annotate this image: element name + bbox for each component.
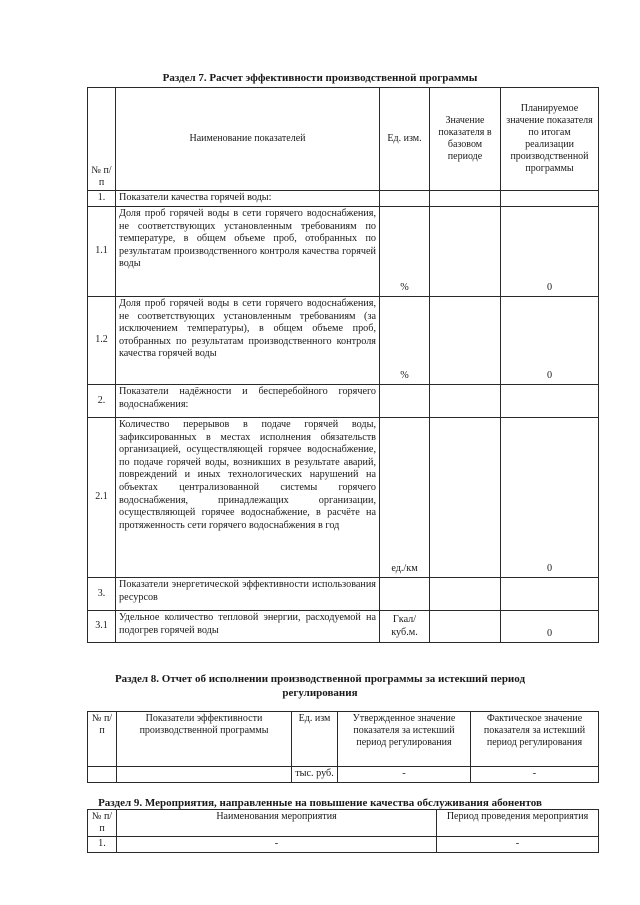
row-name: Показатели энергетической эффективности использования ресурсов xyxy=(116,578,380,611)
table-row xyxy=(88,385,599,418)
row-name: Показатели надёжности и бесперебойного горячего водоснабжения: xyxy=(116,385,380,418)
row-unit xyxy=(380,191,430,207)
row-plan xyxy=(501,385,599,418)
header-approved: Утвержденное значение показателя за истекший период регулирования xyxy=(338,712,471,767)
header-unit: Ед. изм. xyxy=(380,88,430,191)
header-num: № п/п xyxy=(88,810,117,837)
table-row xyxy=(88,207,599,297)
row-unit: % xyxy=(380,297,430,385)
table-row xyxy=(88,418,599,578)
section8-title xyxy=(100,672,540,700)
header-unit: Ед. изм xyxy=(292,712,338,767)
header-plan: Планируемое значение показателя по итогам реализации производственной программы xyxy=(501,88,599,191)
row-name: - xyxy=(117,837,437,853)
row-unit xyxy=(380,578,430,611)
section7-table xyxy=(87,87,599,643)
section9-header-row xyxy=(88,810,599,837)
row-name: Доля проб горячей воды в сети горячего водоснабжения, не соответствующих установленным требованиям по температуре, в общем объеме проб, отобранных по результатам производственного контроля качества горячей воды xyxy=(116,207,380,297)
row-num: 2. xyxy=(88,385,116,418)
row-num: 3.1 xyxy=(88,611,116,643)
section9-table xyxy=(87,809,599,853)
row-plan: 0 xyxy=(501,207,599,297)
row-unit: ед./км xyxy=(380,418,430,578)
header-base: Значение показателя в базовом периоде xyxy=(430,88,501,191)
table-row xyxy=(88,837,599,853)
section7-title: Раздел 7. Расчет эффективности производственной программы xyxy=(162,72,478,84)
table-row xyxy=(88,767,599,783)
section9-title: Раздел 9. Мероприятия, направленные на повышение качества обслуживания абонентов xyxy=(98,797,542,809)
row-plan: 0 xyxy=(501,297,599,385)
row-num xyxy=(88,767,117,783)
row-base xyxy=(430,578,501,611)
header-name: Наименование показателей xyxy=(116,88,380,191)
table-row xyxy=(88,191,599,207)
row-unit: тыс. руб. xyxy=(292,767,338,783)
row-plan xyxy=(501,191,599,207)
row-name: Показатели качества горячей воды: xyxy=(116,191,380,207)
row-plan: 0 xyxy=(501,418,599,578)
row-num: 2.1 xyxy=(88,418,116,578)
row-unit: % xyxy=(380,207,430,297)
header-num: № п/п xyxy=(88,712,117,767)
header-num: № п/п xyxy=(88,88,116,191)
section7-header-row xyxy=(88,88,599,191)
row-unit: Гкал/ куб.м. xyxy=(380,611,430,643)
row-approved: - xyxy=(338,767,471,783)
section8-header-row xyxy=(88,712,599,767)
row-name: Доля проб горячей воды в сети горячего водоснабжения, не соответствующих установленным требованиям (за исключением температуры), в общем объеме проб, отобранных по результатам производственного контроля качества горячей воды xyxy=(116,297,380,385)
row-num: 1.1 xyxy=(88,207,116,297)
row-num: 3. xyxy=(88,578,116,611)
row-num: 1. xyxy=(88,191,116,207)
row-plan xyxy=(501,578,599,611)
section8-table xyxy=(87,711,599,783)
table-row xyxy=(88,297,599,385)
header-actual: Фактическое значение показателя за истекший период регулирования xyxy=(471,712,599,767)
row-base xyxy=(430,207,501,297)
section8-title-line1: Раздел 8. Отчет об исполнении производственной программы за истекший период xyxy=(114,673,526,685)
section8-title-line2: регулирования xyxy=(282,687,358,699)
row-base xyxy=(430,191,501,207)
row-base xyxy=(430,611,501,643)
row-base xyxy=(430,297,501,385)
row-period: - xyxy=(437,837,599,853)
row-unit xyxy=(380,385,430,418)
header-name: Наименования мероприятия xyxy=(117,810,437,837)
row-num: 1.2 xyxy=(88,297,116,385)
row-num: 1. xyxy=(88,837,117,853)
row-plan: 0 xyxy=(501,611,599,643)
row-name: Количество перерывов в подаче горячей воды, зафиксированных в местах исполнения обязательств организацией, осуществляющей горячее водоснабжение, по подаче горячей воды, возникших в результате аварий, повреждений и иных технологических нарушений на объектах централизованной системы горячего водоснабжения, принадлежащих организации, осуществляющей горячее водоснабжение, в расчёте на протяженность сети горячего водоснабжения в год xyxy=(116,418,380,578)
row-base xyxy=(430,418,501,578)
header-period: Период проведения мероприятия xyxy=(437,810,599,837)
header-name: Показатели эффективности производственной программы xyxy=(117,712,292,767)
table-row xyxy=(88,611,599,643)
row-base xyxy=(430,385,501,418)
row-actual: - xyxy=(471,767,599,783)
table-row xyxy=(88,578,599,611)
row-name: Удельное количество тепловой энергии, расходуемой на подогрев горячей воды xyxy=(116,611,380,643)
row-name xyxy=(117,767,292,783)
